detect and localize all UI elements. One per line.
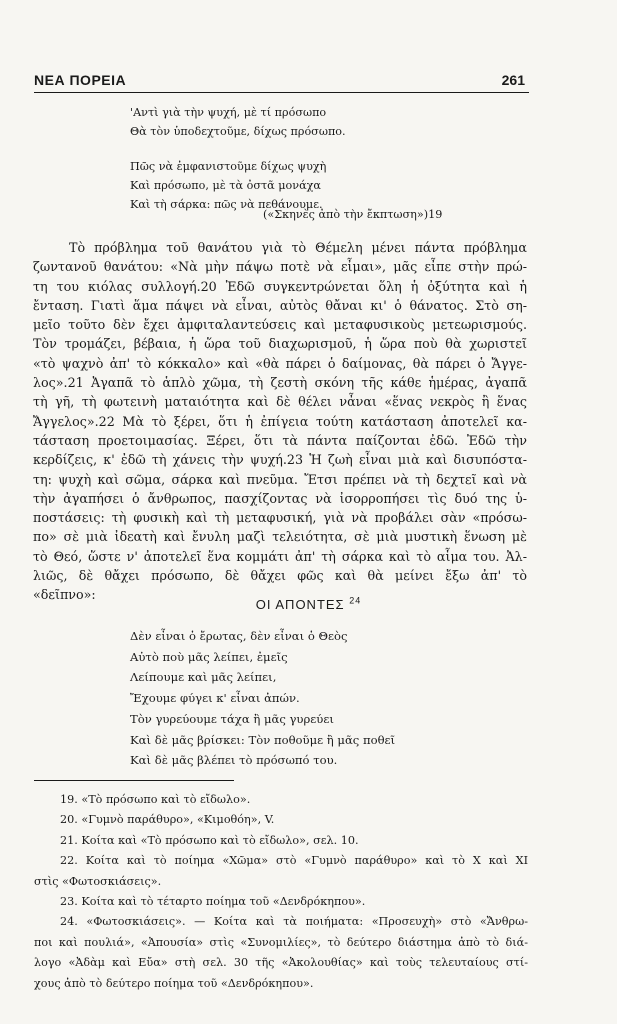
body-line: πο» σὲ μιὰ ἰδεατὴ καὶ ἔνυλη μαζὶ τελειότητα, σὲ μιὰ μυστικὴ ἕνωση μὲ: [33, 529, 527, 545]
poem-line: Δὲν εἶναι ὁ ἔρωτας, δὲν εἶναι ὁ Θεὸς: [130, 629, 348, 643]
footnote: 22. Κοίτα καὶ τὸ ποίημα «Χῶμα» στὸ «Γυμνὸ παράθυρο» καὶ τὸ X καὶ XI: [60, 854, 528, 868]
poem-line: Ἔχουμε φύγει κ' εἶναι ἀπών.: [130, 690, 300, 705]
verse-line: Θὰ τὸν ὑποδεχτοῦμε, δίχως πρόσωπο.: [130, 125, 346, 138]
running-header: [34, 70, 529, 93]
body-paragraph: [33, 238, 527, 605]
body-line: «τὸ ψαχνὸ ἀπ' τὸ κόκκαλο» καὶ «θὰ πάρει ὁ δαίμονας, θὰ πάρει ὁ Ἄγγε-: [33, 355, 527, 371]
section-title-text: ΟΙ ΑΠΟΝΤΕΣ: [255, 597, 345, 612]
verse-attribution-text: («Σκηνὲς ἀπὸ τὴν ἔκπτωση»): [263, 208, 429, 221]
footnote: 19. «Τὸ πρόσωπο καὶ τὸ εἴδωλο».: [60, 793, 251, 806]
poem-stanza-2: [130, 709, 395, 771]
footnote-continuation: λογο «Ἀδὰμ καὶ Εὔα» στὴ σελ. 30 τῆς «Ἀκολουθίας» καὶ τοὺς τελευταίους στί-: [34, 956, 528, 970]
poem-line: Καὶ δὲ μᾶς βλέπει τὸ πρόσωπό του.: [130, 753, 338, 767]
body-line: «δεῖπνο»:: [33, 587, 96, 603]
page-number: 261: [501, 72, 525, 88]
footnote-continuation: χους ἀπὸ τὸ δεύτερο ποίημα τοῦ «Δενδρόκηπου».: [34, 976, 314, 990]
footnote: 24. «Φωτοσκιάσεις». — Κοίτα καὶ τὰ ποιήματα: «Προσευχὴ» στὸ «Ἄνθρω-: [60, 915, 528, 929]
journal-title: ΝΕΑ ΠΟΡΕΙΑ: [34, 72, 127, 88]
body-line: Τὸ πρόβλημα τοῦ θανάτου γιὰ τὸ Θέμελη μένει πάντα πρόβλημα: [69, 240, 527, 255]
poem-line: Αὐτὸ ποὺ μᾶς λείπει, ἐμεῖς: [130, 649, 288, 664]
footnote: 23. Κοίτα καὶ τὸ τέταρτο ποίημα τοῦ «Δενδρόκηπου».: [60, 895, 366, 909]
body-line: τὴν ἀγαπήσει ὁ ἄνθρωπος, πασχίζοντας νὰ ἰσορροπήσει τὶς δυό της ὑ-: [33, 490, 527, 506]
body-line: Ἄγγελος».22 Μὰ τὸ ξέρει, ὅτι ἡ ἐπίγεια τούτη κατάσταση ἀποτελεῖ κα-: [33, 413, 527, 429]
body-line: μεῖο τοῦτο δὲν ἔχει ἀμφιταλαντεύσεις καὶ μεταφυσικοὺς μετεωρισμούς.: [33, 317, 527, 333]
body-line: τη: ψυχὴ καὶ σῶμα, σάρκα καὶ πνεῦμα. Ἔτσι πρέπει νὰ τὴ δεχτεῖ καὶ νὰ: [33, 471, 527, 487]
verse-attribution: [263, 208, 442, 221]
poem-line: Τὸν γυρεύουμε τάχα ἢ μᾶς γυρεύει: [130, 712, 334, 726]
body-line: τάσταση προετοιμασίας. Ξέρει, ὅτι τὰ πάντα παίζονται ἐδῶ. Ἐδῶ τὴν: [33, 432, 527, 448]
poem-stanza-1: [130, 626, 348, 708]
verse-stanza-2: [130, 157, 326, 214]
footnote: 20. «Γυμνὸ παράθυρο», «Κιμοθόη», V.: [60, 813, 275, 827]
footnote-divider: [34, 780, 234, 781]
body-line: λιῶς, δὲ θἄχει πρόσωπο, δὲ θἄχει φῶς καὶ θὰ μείνει ἔξω ἀπ' τὸ: [33, 568, 527, 584]
body-line: κερδίζεις, κ' ἐδῶ τὴ χάνεις τὴν ψυχή.23 Ἡ ζωὴ εἶναι μιὰ καὶ δισυπόστα-: [33, 452, 527, 468]
verse-stanza-1: [130, 103, 346, 141]
verse-line: 'Αντὶ γιὰ τὴν ψυχή, μὲ τί πρόσωπο: [130, 106, 327, 119]
verse-line: Καὶ τὴ σάρκα: πῶς νὰ πεθάνουμε.: [130, 198, 323, 211]
section-title: [0, 597, 617, 612]
footnote-continuation: στὶς «Φωτοσκιάσεις».: [34, 874, 162, 888]
poem-line: Καὶ δὲ μᾶς βρίσκει: Τὸν ποθοῦμε ἢ μᾶς ποθεῖ: [130, 732, 396, 747]
footnote-ref: 24: [349, 595, 362, 606]
footnote-continuation: ποι καὶ πουλιά», «Ἀπουσία» στὶς «Συνομιλίες», τὸ δεύτερο διάστημα ἀπὸ τὸ διά-: [34, 935, 528, 949]
verse-line: Καὶ πρόσωπο, μὲ τὰ ὀστᾶ μονάχα: [130, 179, 321, 192]
footnotes: [34, 790, 528, 994]
body-line: τη του κιόλας συλλογή.20 Ἐδῶ συγκεντρώνεται ὅλη ἡ ὀξύτητα καὶ ἡ: [33, 278, 527, 294]
body-line: τὸ Θεό, ὥστε ν' ἀποτελεῖ ἕνα κομμάτι ἀπ' τὴ σάρκα καὶ τὸ αἷμα του. Ἀλ-: [33, 548, 527, 564]
body-line: ποστάσεις: τὴ φυσικὴ καὶ τὴ μεταφυσική, γιὰ νὰ προβάλει σὰν «πρόσω-: [33, 510, 527, 526]
body-line: λος».21 Ἀγαπᾶ τὸ ἁπλὸ χῶμα, τὴ ζεστὴ σκόνη τῆς κάθε ἡμέρας, ἀγαπᾶ: [33, 375, 527, 391]
footnote-ref: 19: [428, 208, 443, 221]
body-line: τὴ γῆ, τὴ φωτεινὴ ματαιότητα καὶ δὲ θέλει νἆναι «ἕνας νεκρὸς ἢ ἕνας: [33, 394, 527, 410]
verse-line: Πῶς νὰ ἐμφανιστοῦμε δίχως ψυχὴ: [130, 160, 327, 173]
body-line: ζωντανοῦ θανάτου: «Νὰ μὴν πάψω ποτὲ νὰ εἶμαι», μᾶς εἶπε στὴν πρώ-: [33, 259, 527, 275]
body-line: Τὸν τρομάζει, βέβαια, ἡ ὥρα τοῦ διαχωρισμοῦ, ἡ ὥρα ποὺ θὰ χωριστεῖ: [33, 336, 527, 352]
poem-line: Λείπουμε καὶ μᾶς λείπει,: [130, 670, 277, 684]
body-line: ἔνταση. Γιατὶ ἅμα πάψει νὰ εἶναι, αὐτὸς θἄναι κι' ὁ θάνατος. Στὸ ση-: [33, 297, 527, 313]
footnote: 21. Κοίτα καὶ «Τὸ πρόσωπο καὶ τὸ εἴδωλο», σελ. 10.: [60, 833, 359, 847]
